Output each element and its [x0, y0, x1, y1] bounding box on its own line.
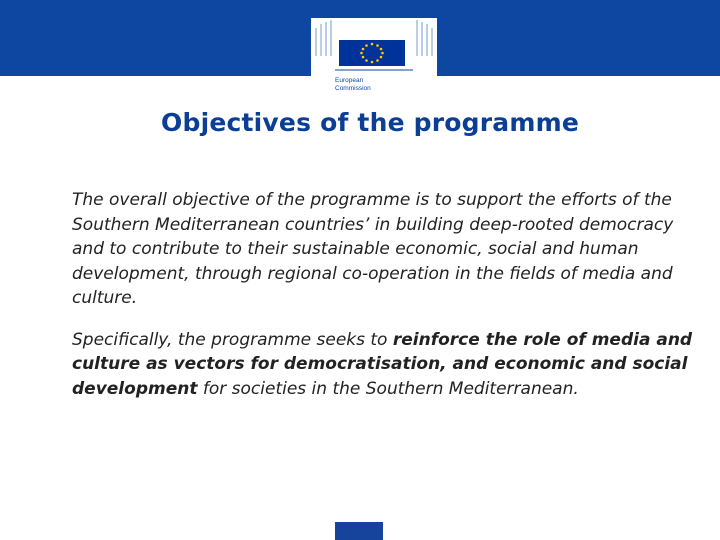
emphasized-text: reinforce the role of media and culture as vectors for democratisation, and economic and social development: [72, 329, 693, 399]
slide-body: [72, 188, 694, 401]
footer-block: [335, 522, 383, 540]
svg-text:European: European: [335, 77, 364, 84]
paragraph-text: for societies in the Southern Mediterranean.: [197, 378, 579, 399]
slide-title: Objectives of the programme: [161, 108, 579, 137]
european-commission-logo: [311, 18, 437, 98]
svg-text:Commission: Commission: [335, 85, 371, 92]
commission-emblem-icon: [311, 18, 437, 98]
paragraph-text: Specifically, the programme seeks to: [72, 329, 393, 350]
objective-paragraph: The overall objective of the programme is to support the efforts of the Southern Mediterranean countries’ in building deep-rooted democracy and to contribute to their sustainable economic, social and human development, through regional co-operation in the fields of media and culture.: [72, 190, 674, 308]
specific-objective-paragraph: [72, 328, 694, 402]
